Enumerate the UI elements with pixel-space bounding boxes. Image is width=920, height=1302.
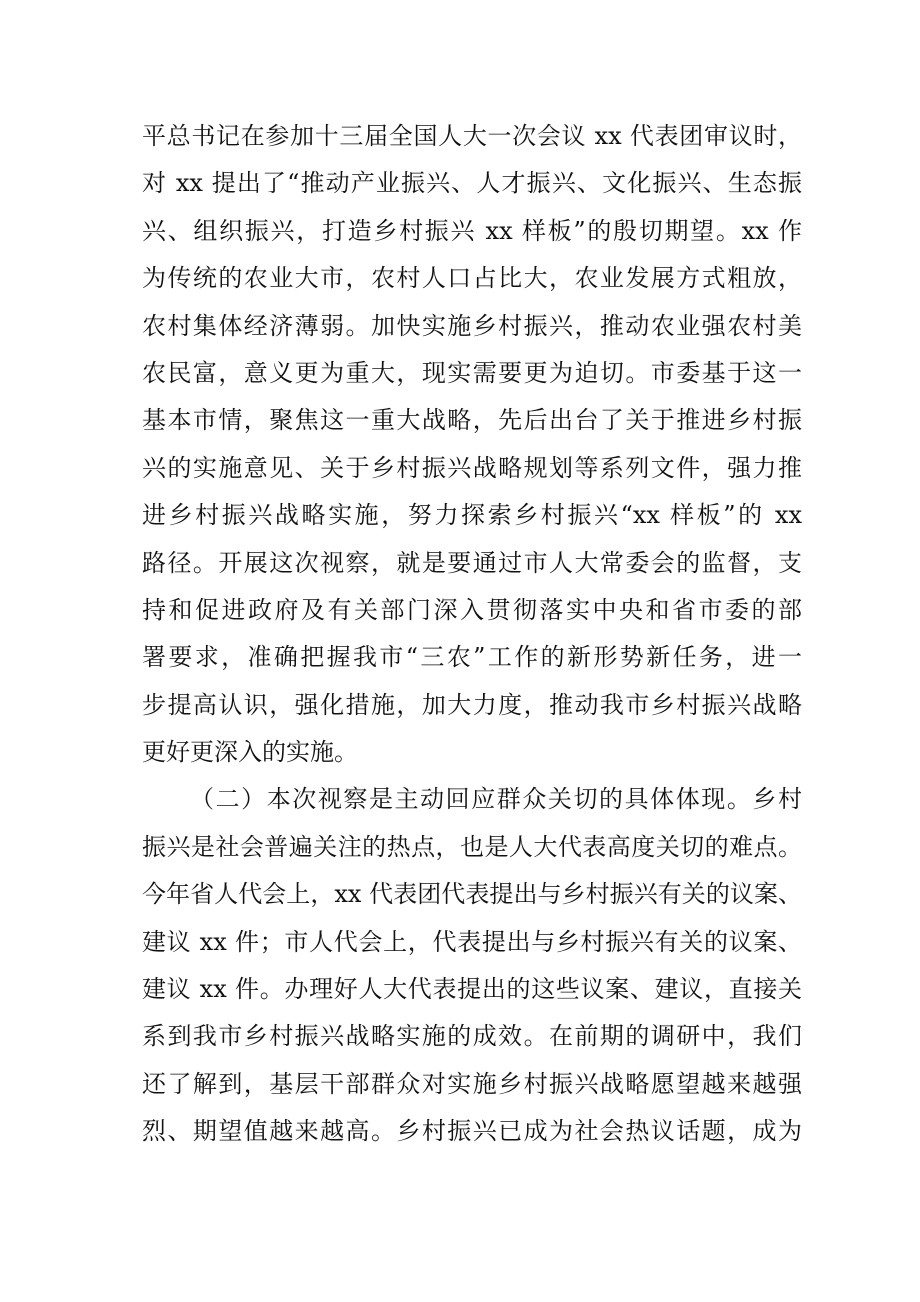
text-line: 农村集体经济薄弱。加快实施乡村振兴，推动农业强农村美 (142, 311, 802, 340)
text-line: 兴的实施意见、关于乡村振兴战略规划等系列文件，强力推 (142, 453, 802, 482)
text-line: 今年省人代会上，xx 代表团代表提出与乡村振兴有关的议案、 (142, 880, 802, 909)
text-line: 更好更深入的实施。 (142, 738, 358, 767)
text-line: 系到我市乡村振兴战略实施的成效。在前期的调研中，我们 (142, 1022, 802, 1051)
paragraph-1 (142, 113, 802, 776)
text-line: 振兴是社会普遍关注的热点，也是人大代表高度关切的难点。 (142, 832, 802, 861)
text-line: 还了解到，基层干部群众对实施乡村振兴战略愿望越来越强 (142, 1069, 802, 1098)
text-line: 建议 xx 件；市人代会上，代表提出与乡村振兴有关的议案、 (142, 927, 802, 956)
text-line: 署要求，准确把握我市“三农”工作的新形势新任务，进一 (142, 643, 802, 672)
text-line: 基本市情，聚焦这一重大战略，先后出台了关于推进乡村振 (142, 406, 802, 435)
text-line: 兴、组织振兴，打造乡村振兴 xx 样板”的殷切期望。xx 作 (142, 216, 802, 245)
text-line: 农民富，意义更为重大，现实需要更为迫切。市委基于这一 (142, 358, 802, 387)
body-text (142, 113, 802, 1156)
text-line: 进乡村振兴战略实施，努力探索乡村振兴“xx 样板”的 xx (142, 501, 802, 530)
text-line: 路径。开展这次视察，就是要通过市人大常委会的监督，支 (142, 548, 802, 577)
text-line: 建议 xx 件。办理好人大代表提出的这些议案、建议，直接关 (142, 975, 802, 1004)
text-line: 持和促进政府及有关部门深入贯彻落实中央和省市委的部 (142, 595, 802, 624)
text-line: 平总书记在参加十三届全国人大一次会议 xx 代表团审议时， (142, 122, 802, 150)
text-line: （二）本次视察是主动回应群众关切的具体体现。乡村 (190, 785, 802, 814)
text-line: 对 xx 提出了“推动产业振兴、人才振兴、文化振兴、生态振 (142, 169, 802, 198)
paragraph-2 (142, 776, 802, 1155)
text-line: 为传统的农业大市，农村人口占比大，农业发展方式粗放， (142, 264, 802, 293)
text-line: 步提高认识，强化措施，加大力度，推动我市乡村振兴战略 (142, 690, 802, 719)
text-line: 烈、期望值越来越高。乡村振兴已成为社会热议话题，成为 (142, 1117, 802, 1146)
